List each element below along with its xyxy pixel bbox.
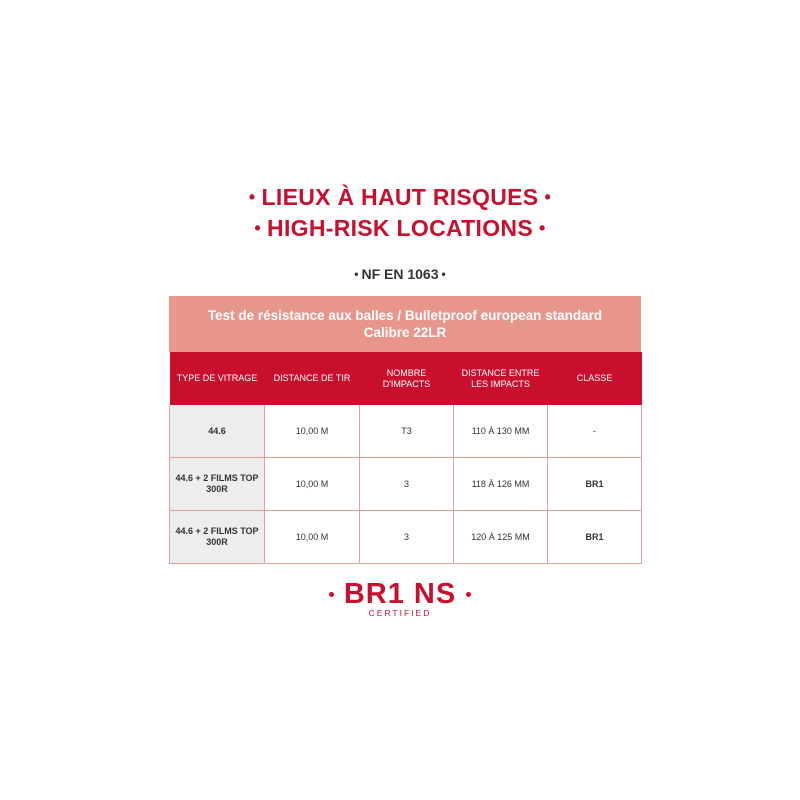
header-impacts: NOMBRE D'IMPACTS (360, 352, 454, 405)
standard-label (0, 266, 800, 282)
header-distance: DISTANCE DE TIR (265, 352, 360, 405)
badge-label: BR1 NS (343, 578, 457, 610)
caption-line-1: Test de résistance aux balles / Bulletproof european standard (207, 308, 603, 323)
header-spacing: DISTANCE ENTRE LES IMPACTS (454, 352, 548, 405)
title-en-text: HIGH-RISK LOCATIONS (267, 215, 533, 241)
cell-type: 44.6 + 2 FILMS TOP 300R (170, 511, 265, 564)
bullet-icon: • (248, 187, 256, 207)
cell-impacts: 3 (360, 511, 454, 564)
dot-icon (466, 592, 471, 597)
bullet-icon: • (538, 218, 546, 238)
cell-class: BR1 (548, 458, 642, 511)
cell-distance: 10,00 M (265, 405, 360, 458)
header-type: TYPE DE VITRAGE (170, 352, 265, 405)
title-en (0, 213, 800, 244)
table-caption (169, 296, 641, 352)
header-row (170, 352, 642, 405)
cell-distance: 10,00 M (265, 511, 360, 564)
cell-type: 44.6 (170, 405, 265, 458)
results-table (169, 296, 641, 565)
title-block (0, 182, 800, 244)
table-row (170, 405, 642, 458)
bullet-icon: • (544, 187, 552, 207)
bullet-icon: • (254, 218, 262, 238)
badge-sub: CERTIFIED (368, 608, 432, 618)
table-row (170, 458, 642, 511)
cell-impacts: 3 (360, 458, 454, 511)
badge-main (329, 578, 471, 610)
cell-spacing: 120 À 125 MM (454, 511, 548, 564)
cell-type: 44.6 + 2 FILMS TOP 300R (170, 458, 265, 511)
cell-class: BR1 (548, 511, 642, 564)
data-table (169, 352, 642, 564)
title-fr-text: LIEUX À HAUT RISQUES (261, 184, 539, 210)
table-row (170, 511, 642, 564)
cell-spacing: 118 À 126 MM (454, 458, 548, 511)
header-class: CLASSE (548, 352, 642, 405)
cell-spacing: 110 À 130 MM (454, 405, 548, 458)
cell-impacts: T3 (360, 405, 454, 458)
title-fr (0, 182, 800, 213)
bullet-icon: • (354, 267, 359, 281)
certification-badge (0, 578, 800, 618)
cell-class: - (548, 405, 642, 458)
bullet-icon: • (441, 267, 446, 281)
dot-icon (329, 592, 334, 597)
cell-distance: 10,00 M (265, 458, 360, 511)
caption-line-2: Calibre 22LR (363, 325, 447, 340)
standard-text: NF EN 1063 (361, 266, 439, 282)
